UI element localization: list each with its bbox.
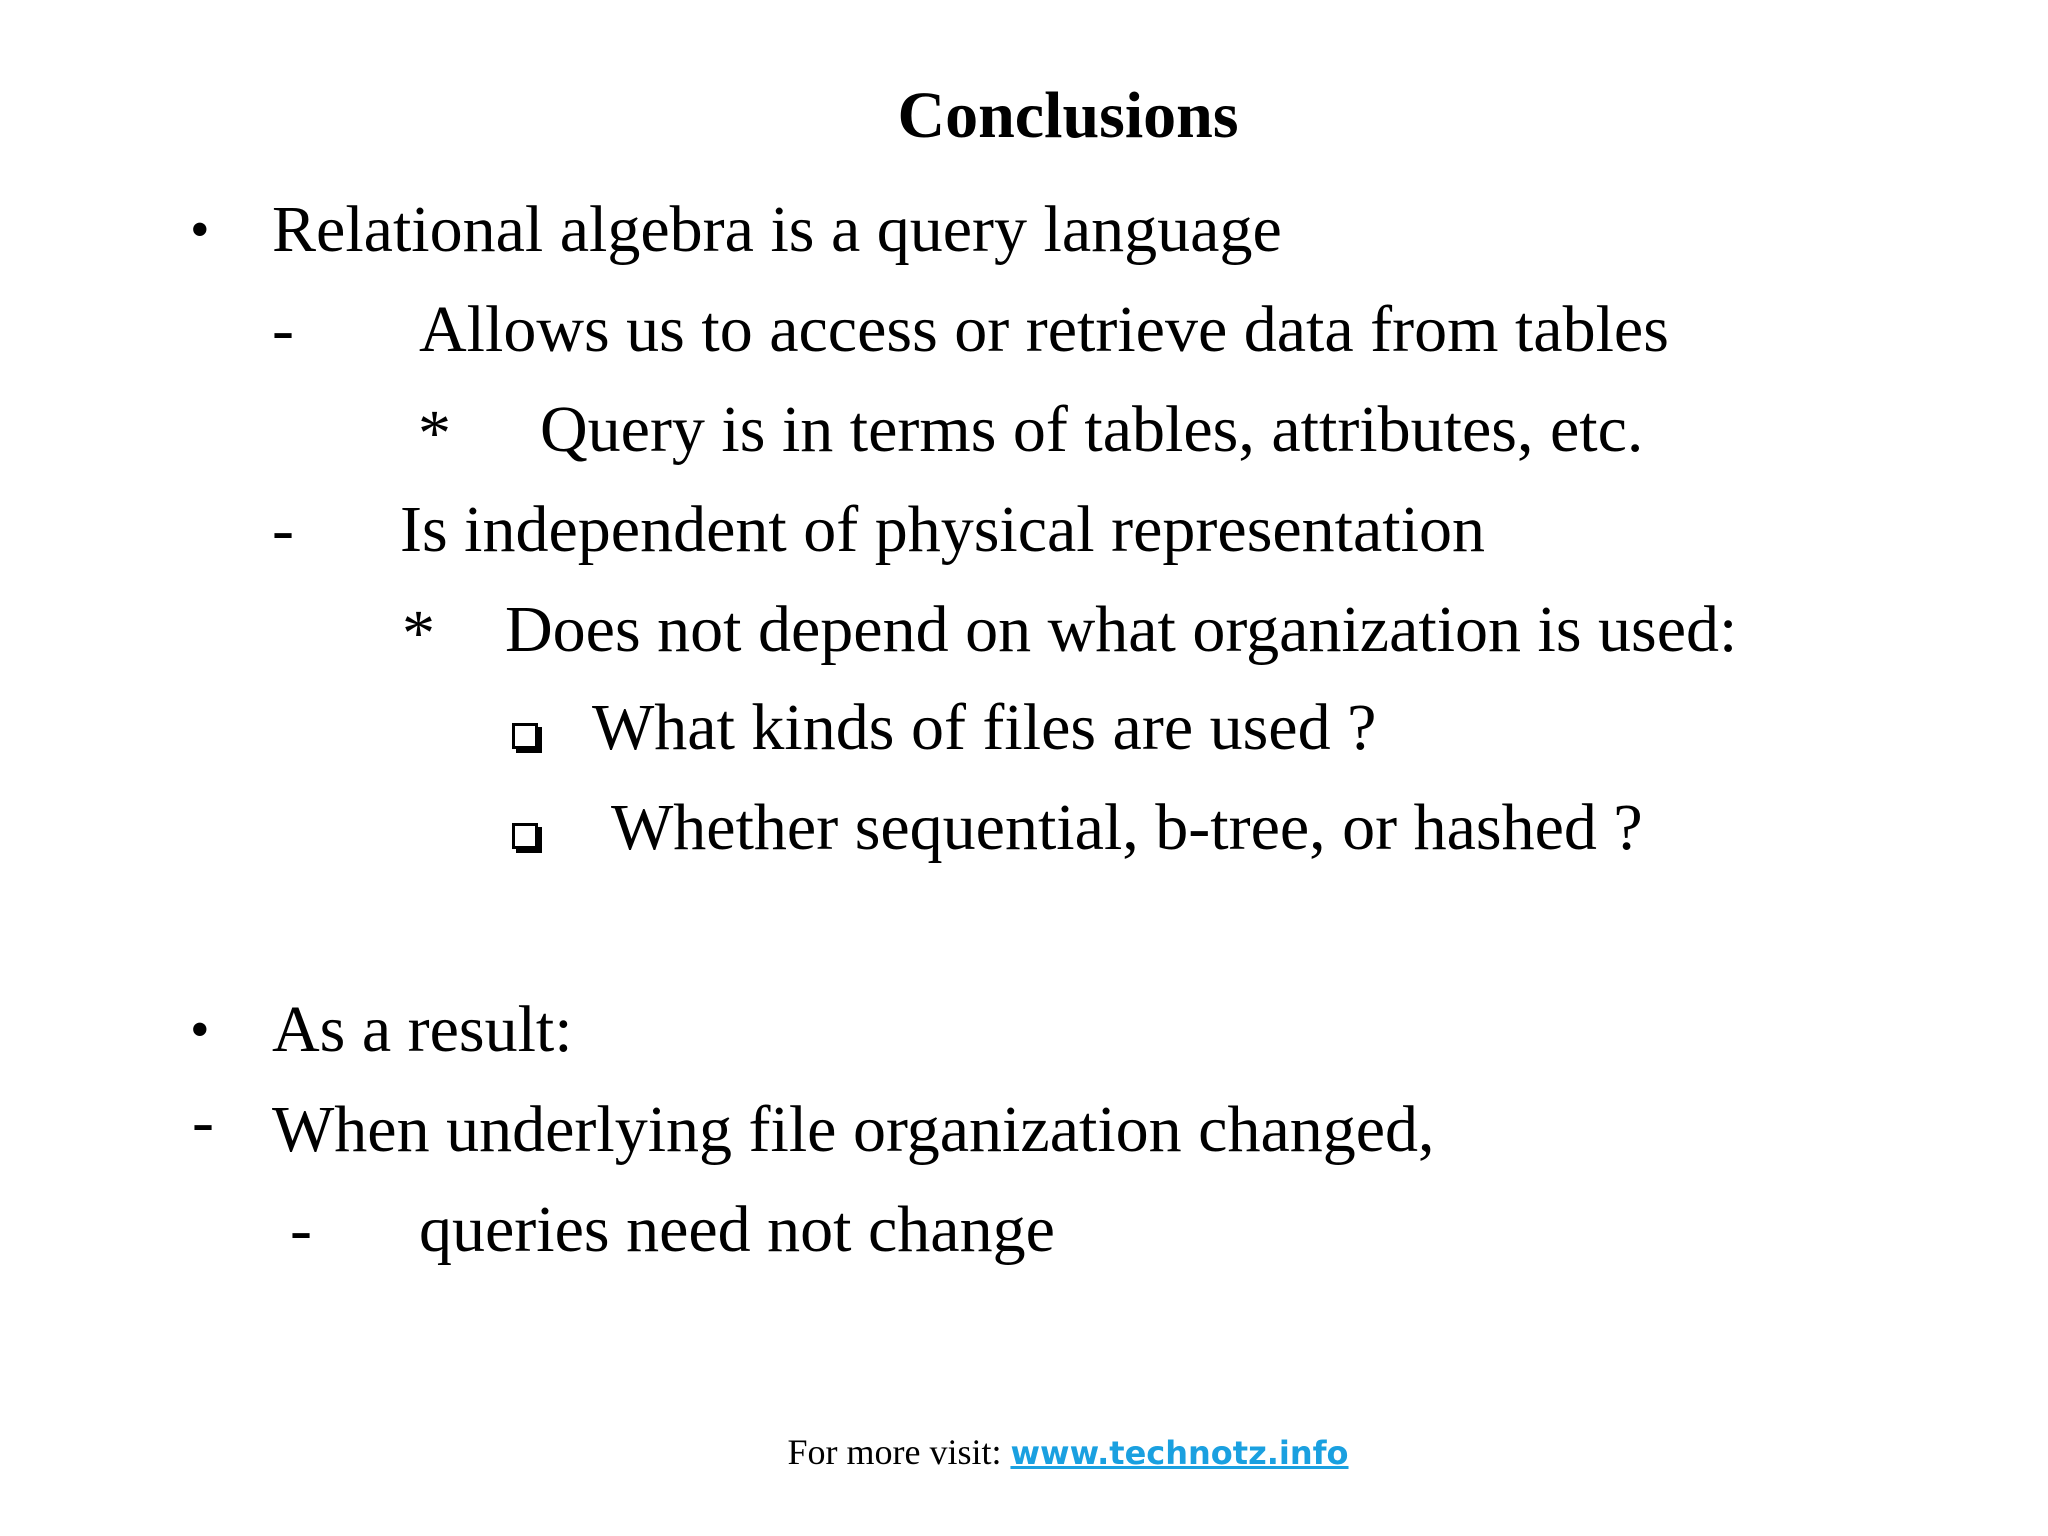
dash-marker: - <box>290 1193 312 1266</box>
footer-link[interactable]: www.technotz.info <box>1010 1434 1349 1472</box>
asterisk-marker: * <box>402 597 435 670</box>
list-item-text: As a result: <box>272 993 573 1066</box>
list-item-text: Is independent of physical representation <box>400 493 1485 566</box>
list-item-text: When underlying file organization changed, <box>272 1093 1435 1166</box>
footer <box>0 1430 2048 1475</box>
list-item-text: Query is in terms of tables, attributes, etc. <box>540 393 1644 466</box>
checkbox-icon <box>512 788 538 868</box>
list-item-text: Whether sequential, b-tree, or hashed ? <box>611 791 1643 864</box>
bullet-marker: • <box>190 999 210 1061</box>
footer-label: For more visit: <box>787 1432 1011 1472</box>
checkbox-icon <box>512 688 538 768</box>
list-item-text: Allows us to access or retrieve data from tables <box>419 293 1669 366</box>
bullet-marker: • <box>190 199 210 261</box>
dash-marker: - <box>272 493 294 566</box>
list-item-text: What kinds of files are used ? <box>592 691 1377 764</box>
slide-title: Conclusions <box>897 79 1239 152</box>
asterisk-marker: * <box>418 397 451 470</box>
list-item-text: Relational algebra is a query language <box>272 193 1282 266</box>
list-item-text: Does not depend on what organization is used: <box>505 593 1738 666</box>
list-item-text: queries need not change <box>419 1193 1055 1266</box>
dash-marker: - <box>192 1085 214 1158</box>
dash-marker: - <box>272 293 294 366</box>
